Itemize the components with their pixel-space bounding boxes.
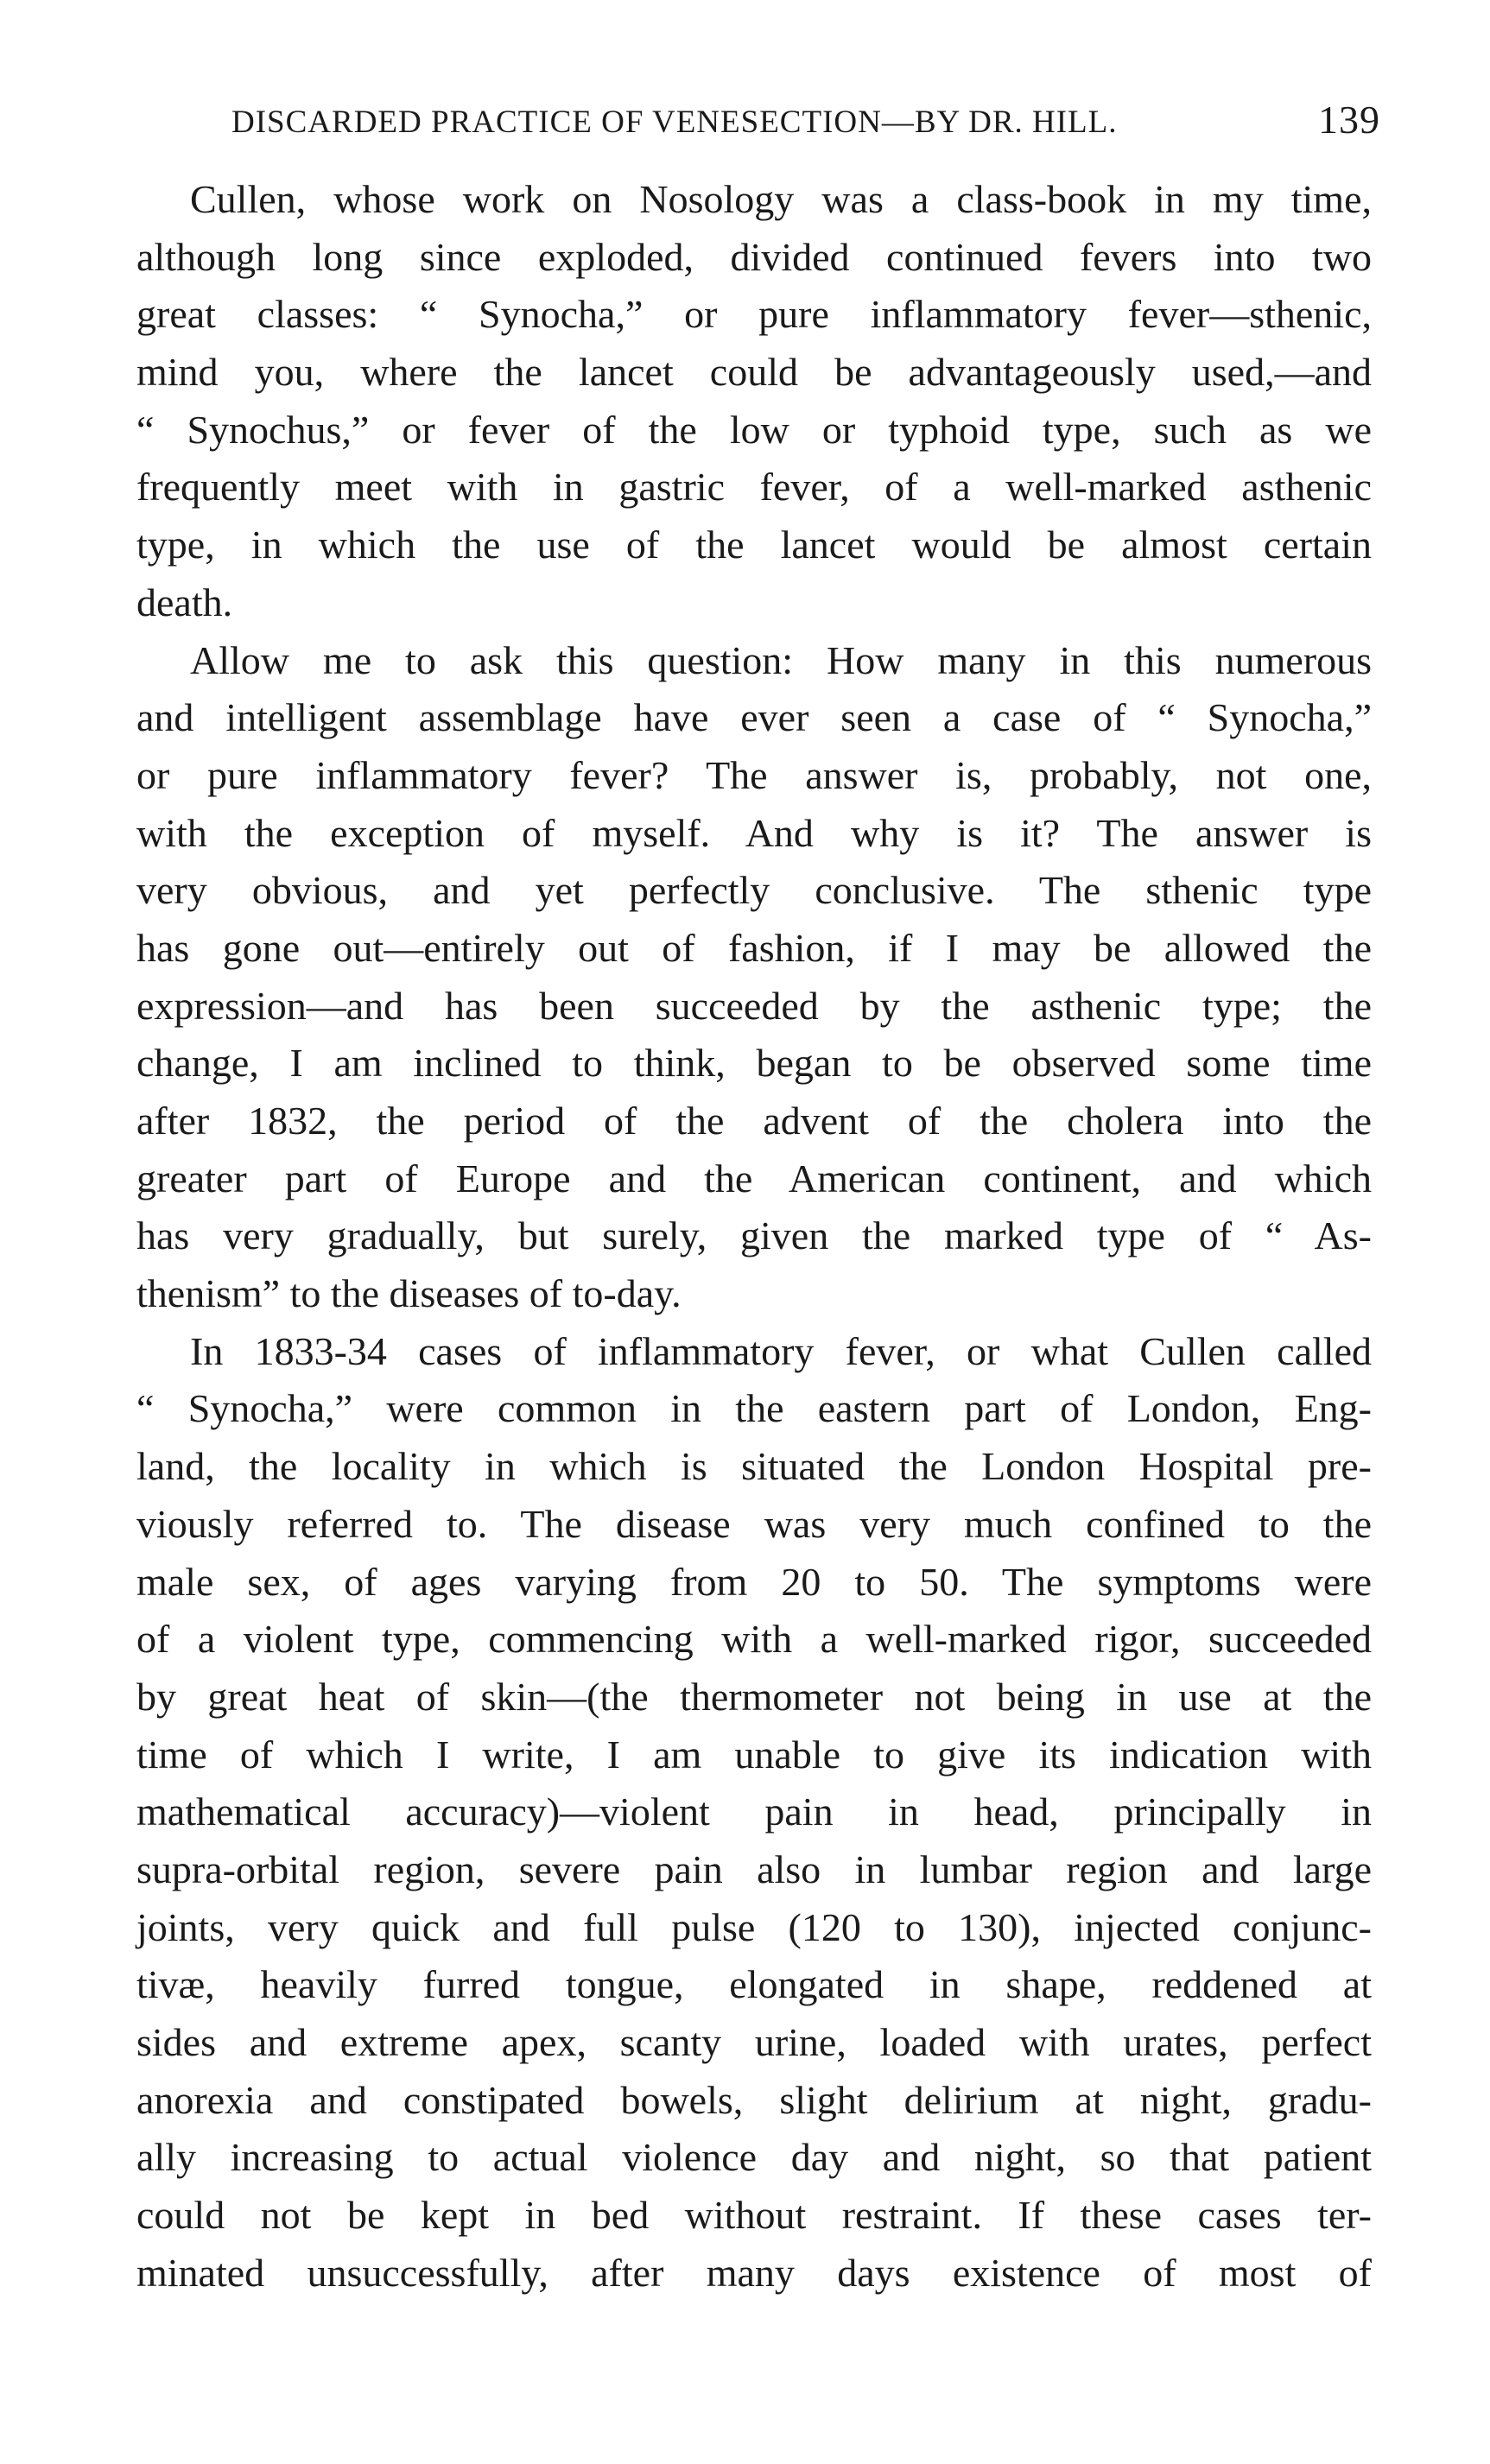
text-line: thenism” to the diseases of to-day. (136, 1271, 682, 1316)
page-number: 139 (1318, 98, 1380, 142)
text-line: “ Synochus,” or fever of the low or typhoid type, such as we (136, 407, 1372, 452)
text-line: male sex, of ages varying from 20 to 50. The symptoms were (136, 1559, 1372, 1604)
text-line: “ Synocha,” were common in the eastern part of London, Eng- (136, 1386, 1372, 1431)
text-line: could not be kept in bed without restraint. If these cases ter- (136, 2193, 1372, 2238)
running-title: DISCARDED PRACTICE OF VENESECTION—BY DR. HILL. (231, 105, 1118, 140)
text-line: greater part of Europe and the American continent, and which (136, 1156, 1372, 1200)
text-line: mathematical accuracy)—violent pain in head, principally in (136, 1789, 1372, 1834)
text-line: frequently meet with in gastric fever, of a well-marked asthenic (136, 465, 1372, 510)
text-line: with the exception of myself. And why is it? The answer is (136, 810, 1372, 855)
text-line: change, I am inclined to think, began to be observed some time (136, 1041, 1372, 1086)
text-line: of a violent type, commencing with a well-marked rigor, succeeded (136, 1617, 1372, 1662)
text-line: land, the locality in which is situated the London Hospital pre- (136, 1444, 1372, 1489)
text-line: although long since exploded, divided continued fevers into two (136, 234, 1372, 279)
text-line: sides and extreme apex, scanty urine, loaded with urates, perfect (136, 2020, 1372, 2064)
text-line: minated unsuccessfully, after many days existence of most of (136, 2250, 1372, 2295)
text-line: supra-orbital region, severe pain also in lumbar region and large (136, 1846, 1372, 1891)
text-line: after 1832, the period of the advent of the cholera into the (136, 1099, 1372, 1143)
text-line: ally increasing to actual violence day and night, so that patient (136, 2135, 1372, 2180)
text-line: In 1833-34 cases of inflammatory fever, or what Cullen called (190, 1328, 1372, 1373)
text-line: Cullen, whose work on Nosology was a class-book in my time, (190, 177, 1372, 221)
running-head (231, 97, 1380, 149)
text-line: Allow me to ask this question: How many in this numerous (190, 637, 1372, 682)
text-line: great classes: “ Synocha,” or pure inflammatory fever—sthenic, (136, 292, 1372, 337)
text-line: or pure inflammatory fever? The answer is, probably, not one, (136, 752, 1372, 797)
text-line: joints, very quick and full pulse (120 to 130), injected conjunc- (136, 1904, 1372, 1949)
body-text (136, 171, 1372, 2302)
text-line: expression—and has been succeeded by the asthenic type; the (136, 983, 1372, 1028)
text-line: has very gradually, but surely, given the marked type of “ As- (136, 1213, 1372, 1258)
text-line: anorexia and constipated bowels, slight delirium at night, gradu- (136, 2077, 1372, 2122)
text-line: very obvious, and yet perfectly conclusive. The sthenic type (136, 868, 1372, 913)
text-line: type, in which the use of the lancet would be almost certain (136, 523, 1372, 567)
text-line: viously referred to. The disease was very much confined to the (136, 1501, 1372, 1546)
text-line: time of which I write, I am unable to give its indication with (136, 1732, 1372, 1777)
text-line: has gone out—entirely out of fashion, if I may be allowed the (136, 925, 1372, 970)
text-line: mind you, where the lancet could be advantageously used,—and (136, 350, 1372, 395)
text-line: by great heat of skin—(the thermometer not being in use at the (136, 1674, 1372, 1719)
text-line: death. (136, 580, 233, 624)
text-line: and intelligent assemblage have ever seen a case of “ Synocha,” (136, 695, 1372, 740)
text-line: tivæ, heavily furred tongue, elongated in shape, reddened at (136, 1962, 1372, 2007)
